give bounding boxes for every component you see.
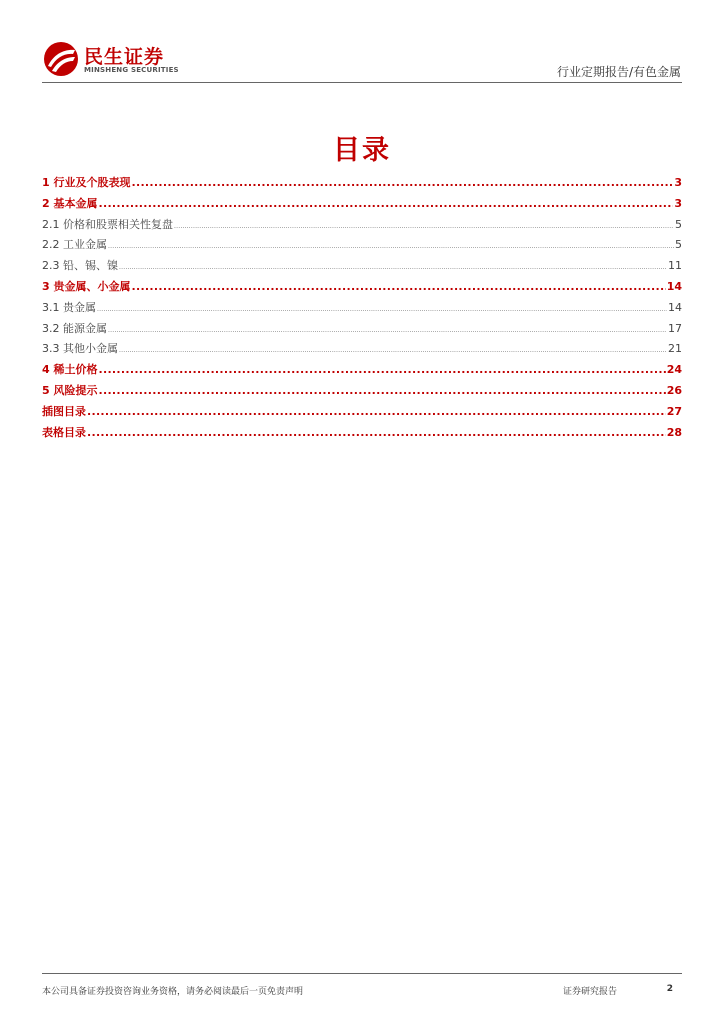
toc-entry[interactable] bbox=[42, 299, 682, 320]
toc-entry[interactable] bbox=[42, 340, 682, 361]
minsheng-logo-icon bbox=[42, 40, 80, 78]
toc-leader-dots bbox=[174, 223, 674, 230]
toc-leader-dots bbox=[87, 426, 666, 439]
toc-leader-dots bbox=[131, 280, 665, 293]
toc-entry-label: 2.2 工业金属 bbox=[42, 238, 107, 252]
document-category: 行业定期报告/有色金属 bbox=[556, 65, 681, 79]
toc-entry[interactable] bbox=[42, 403, 682, 424]
toc-entry-label: 3 贵金属、小金属 bbox=[42, 279, 131, 293]
toc-entry-page: 3 bbox=[674, 176, 682, 189]
footer-report-type: 证券研究报告 bbox=[563, 987, 618, 997]
toc-leader-dots bbox=[131, 176, 673, 189]
toc-entry-page: 28 bbox=[666, 425, 682, 439]
toc-entry-label: 4 稀土价格 bbox=[42, 363, 98, 377]
toc-leader-dots bbox=[98, 197, 673, 210]
toc-leader-dots bbox=[119, 264, 667, 271]
toc-entry[interactable] bbox=[42, 361, 682, 382]
toc-entry-page: 3 bbox=[674, 196, 682, 210]
brand-name-en: MINSHENG SECURITIES bbox=[84, 66, 179, 74]
toc-leader-dots bbox=[119, 347, 667, 354]
toc-leader-dots bbox=[108, 243, 674, 250]
toc-entry-page: 14 bbox=[668, 300, 682, 314]
toc-entry[interactable] bbox=[42, 382, 682, 403]
toc-entry-page: 24 bbox=[666, 363, 682, 377]
toc-entry[interactable] bbox=[42, 278, 682, 299]
toc-entry[interactable] bbox=[42, 195, 682, 216]
minsheng-logo bbox=[42, 40, 182, 80]
page-number: 2 bbox=[666, 984, 673, 994]
toc-entry-label: 3.3 其他小金属 bbox=[42, 342, 118, 356]
toc-entry-label: 1 行业及个股表现 bbox=[42, 176, 131, 189]
footer-divider bbox=[42, 973, 682, 974]
toc-leader-dots bbox=[108, 327, 667, 334]
toc-entry-label: 插图目录 bbox=[42, 404, 86, 418]
toc-entry-label: 2.3 铅、锡、镍 bbox=[42, 259, 118, 273]
toc-leader-dots bbox=[98, 363, 665, 376]
toc-entry-label: 2 基本金属 bbox=[42, 196, 98, 210]
toc-entry[interactable] bbox=[42, 424, 682, 445]
toc-entry-page: 17 bbox=[668, 321, 682, 335]
toc-title: 目录 bbox=[333, 135, 391, 166]
toc-leader-dots bbox=[97, 306, 667, 313]
toc-leader-dots bbox=[87, 405, 666, 418]
toc-entry-page: 11 bbox=[668, 259, 682, 273]
toc-entry[interactable] bbox=[42, 257, 682, 278]
toc-leader-dots bbox=[98, 384, 665, 397]
toc-entry-label: 3.1 贵金属 bbox=[42, 300, 96, 314]
toc-entry-label: 3.2 能源金属 bbox=[42, 321, 107, 335]
table-of-contents bbox=[42, 174, 682, 444]
toc-entry-label: 2.1 价格和股票相关性复盘 bbox=[42, 217, 173, 231]
toc-entry[interactable] bbox=[42, 236, 682, 257]
footer-disclaimer: 本公司具备证券投资咨询业务资格，请务必阅读最后一页免责声明 bbox=[42, 987, 304, 997]
toc-entry-label: 表格目录 bbox=[42, 425, 86, 439]
toc-entry-page: 21 bbox=[668, 342, 682, 356]
toc-entry-label: 5 风险提示 bbox=[42, 383, 98, 397]
brand-name-cn: 民生证券 bbox=[84, 46, 165, 68]
toc-entry[interactable] bbox=[42, 216, 682, 237]
toc-entry-page: 27 bbox=[666, 404, 682, 418]
toc-entry[interactable] bbox=[42, 320, 682, 341]
toc-entry-page: 5 bbox=[675, 238, 682, 252]
toc-entry[interactable] bbox=[42, 174, 682, 195]
toc-entry-page: 26 bbox=[666, 383, 682, 397]
toc-entry-page: 14 bbox=[666, 279, 682, 293]
toc-entry-page: 5 bbox=[675, 217, 682, 231]
page-header bbox=[0, 0, 724, 86]
header-divider bbox=[42, 82, 682, 83]
